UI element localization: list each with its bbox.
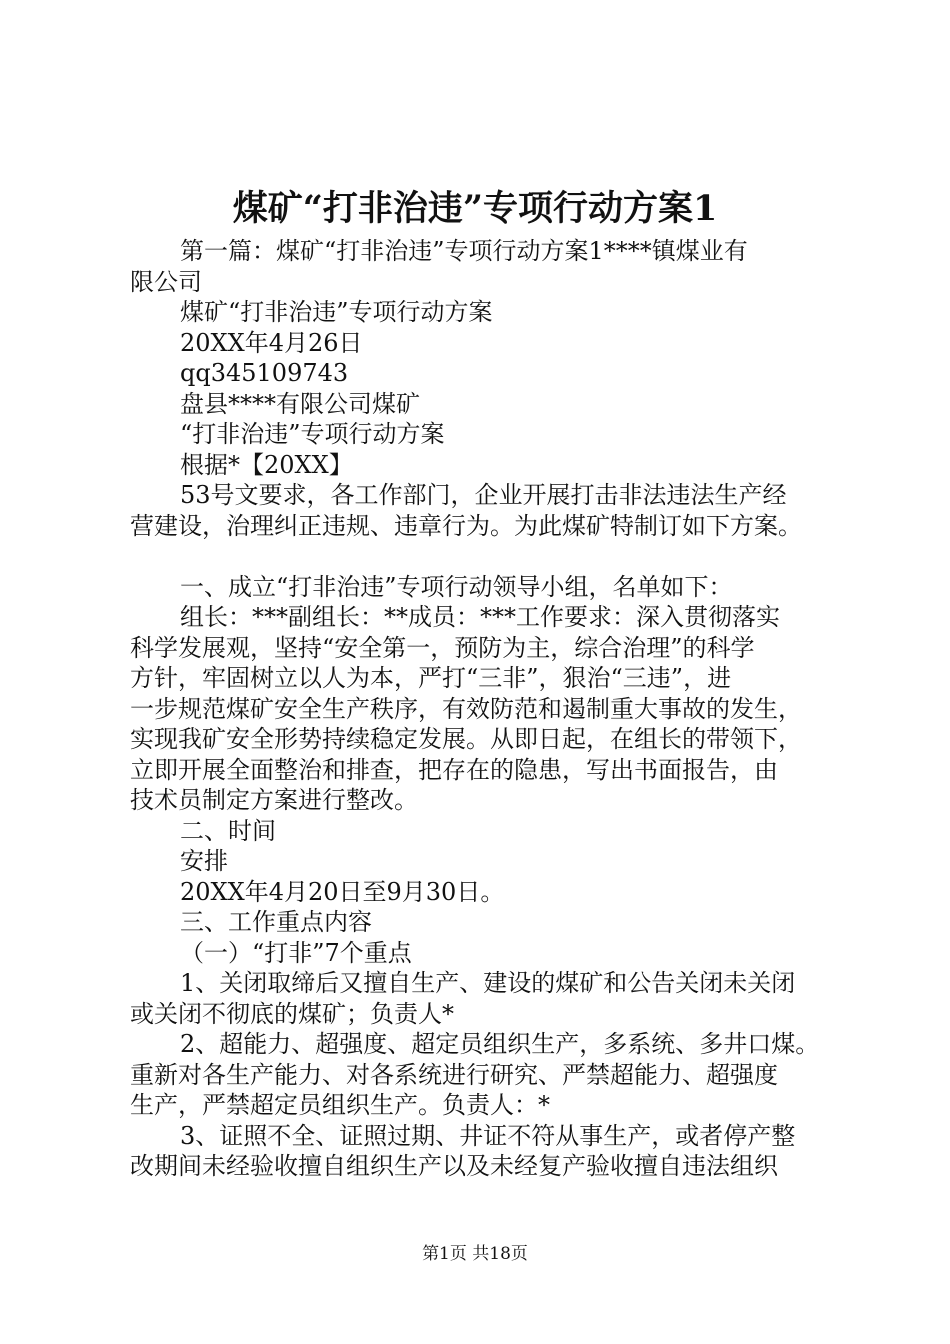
text-line: 一步规范煤矿安全生产秩序，有效防范和遏制重大事故的发生， <box>130 694 802 723</box>
text-line: 第一篇：煤矿“打非治违”专项行动方案1****镇煤业有 <box>180 237 748 265</box>
text-line: 限公司 <box>130 267 202 296</box>
text-line: 立即开展全面整治和排查，把存在的隐患，写出书面报告，由 <box>130 755 778 784</box>
text-line: qq345109743 <box>180 359 349 387</box>
text-line: 一、成立“打非治违”专项行动领导小组，名单如下： <box>180 572 733 601</box>
blank-line <box>130 541 850 572</box>
text-line: 改期间未经验收擅自组织生产以及未经复产验收擅自违法组织 <box>130 1152 778 1180</box>
text-line: 煤矿“打非治违”专项行动方案 <box>180 298 493 326</box>
text-line: 53号文要求，各工作部门，企业开展打击非法违法生产经 <box>180 481 787 509</box>
text-line: 技术员制定方案进行整改。 <box>130 786 418 814</box>
text-line: 2、超能力、超强度、超定员组织生产，多系统、多井口煤。 <box>180 1030 820 1058</box>
text-line: 20XX年4月20日至9月30日。 <box>180 877 505 906</box>
text-line: 三、工作重点内容 <box>180 908 372 936</box>
text-line: 1、关闭取缔后又擅自生产、建设的煤矿和公告关闭未关闭 <box>180 969 796 997</box>
text-line: 组长：***副组长：**成员：***工作要求：深入贯彻落实 <box>180 603 780 631</box>
text-line: 实现我矿安全形势持续稳定发展。从即日起，在组长的带领下， <box>130 725 802 753</box>
text-line: （一）“打非”7个重点 <box>180 938 412 967</box>
document-body <box>130 236 850 1182</box>
text-line: 方针，牢固树立以人为本，严打“三非”，狠治“三违”，进 <box>130 664 732 692</box>
text-line: 重新对各生产能力、对各系统进行研究、严禁超能力、超强度 <box>130 1060 778 1089</box>
page-footer: 第1页 共18页 <box>422 1244 528 1264</box>
text-line: 安排 <box>180 847 228 875</box>
text-line: 生产，严禁超定员组织生产。负责人：* <box>130 1091 550 1119</box>
text-line: 二、时间 <box>180 816 276 845</box>
document-title: 煤矿“打非治违”专项行动方案1 <box>232 188 718 229</box>
text-line: 科学发展观，坚持“安全第一，预防为主，综合治理”的科学 <box>130 633 755 662</box>
text-line: 或关闭不彻底的煤矿；负责人* <box>130 999 454 1028</box>
text-line: 3、证照不全、证照过期、井证不符从事生产，或者停产整 <box>180 1121 796 1150</box>
text-line: 营建设，治理纠正违规、违章行为。为此煤矿特制订如下方案。 <box>130 511 802 540</box>
text-line: “打非治违”专项行动方案 <box>180 420 445 448</box>
text-line: 盘县****有限公司煤矿 <box>180 389 420 418</box>
text-line: 20XX年4月26日 <box>180 328 363 357</box>
text-line: 根据*【20XX】 <box>180 450 353 479</box>
